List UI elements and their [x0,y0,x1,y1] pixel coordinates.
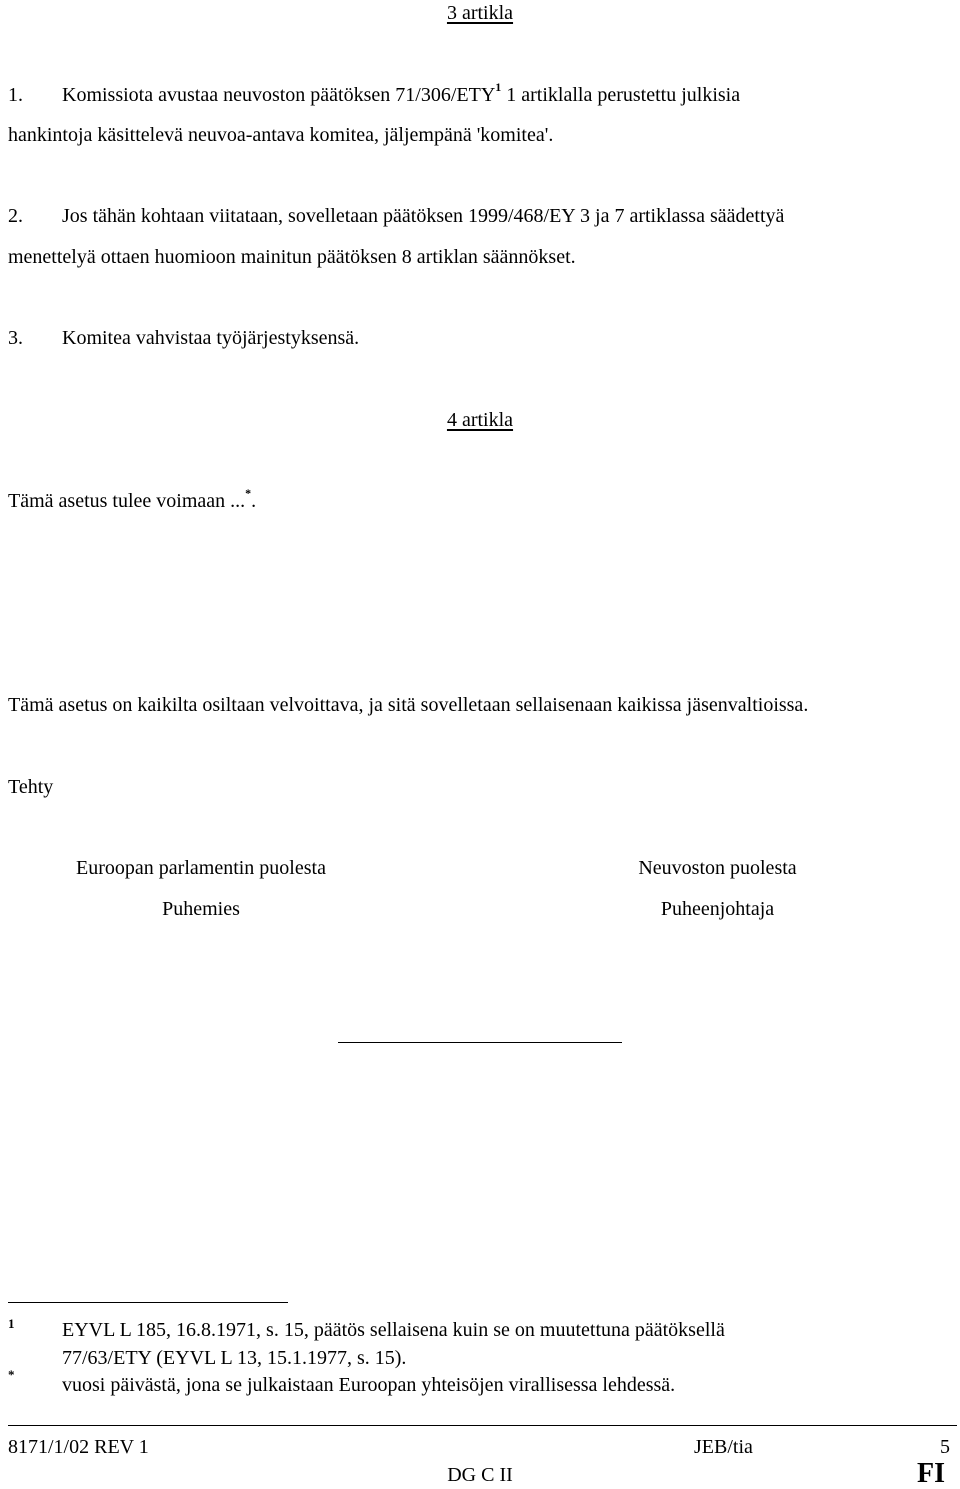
paragraph-number: 2. [8,205,23,227]
entry-into-force-main: Tämä asetus tulee voimaan ... [8,490,246,512]
footnote-1-line-2: 77/63/ETY (EYVL L 13, 15.1.1977, s. 15). [62,1347,407,1369]
footnote-1-line-1: EYVL L 185, 16.8.1971, s. 15, päätös sellaisena kuin se on muutettuna päätöksellä [62,1319,725,1341]
entry-into-force-end: . [251,490,257,512]
signature-right-institution: Neuvoston puolesta [638,857,797,879]
article-3-heading: 3 artikla [446,2,514,24]
paragraph-number: 3. [8,327,23,349]
footer-rule [8,1425,957,1426]
paragraph-1-line-2: hankintoja käsittelevä neuvoa-antava komitea, jäljempänä 'komitea'. [8,124,554,146]
paragraph-1-line-1 [62,80,741,106]
paragraph-1-text-a: Komissiota avustaa neuvoston päätöksen 71/306/ETY [62,84,496,106]
footer-initials: JEB/tia [694,1436,753,1458]
footnote-separator [8,1302,288,1303]
footnote-2-line-1: vuosi päivästä, jona se julkaistaan Euroopan yhteisöjen virallisessa lehdessä. [62,1374,676,1396]
paragraph-number: 1. [8,84,23,106]
paragraph-2-line-1: Jos tähän kohtaan viitataan, sovelletaan päätöksen 1999/468/EY 3 ja 7 artiklassa säädettyä [62,205,785,227]
signature-left-institution: Euroopan parlamentin puolesta [76,857,326,879]
footnote-mark-star: * [8,1367,15,1382]
signature-right-title: Puheenjohtaja [660,898,775,920]
footnote-ref-star: * [245,486,252,500]
footer-directorate: DG C II [447,1464,513,1486]
footnote-ref-1: 1 [495,80,502,94]
footer-language: FI [917,1458,945,1489]
article-4-heading: 4 artikla [446,409,514,431]
paragraph-3-text: Komitea vahvistaa työjärjestyksensä. [62,327,360,349]
signature-left-title: Puhemies [162,898,240,920]
closing-rule [338,1042,622,1043]
done-at: Tehty [8,776,54,798]
footer-doc-ref: 8171/1/02 REV 1 [8,1436,149,1458]
footnote-mark-1: 1 [8,1316,15,1331]
paragraph-1-text-b: 1 artiklalla perustettu julkisia [501,84,741,106]
footer-page-number: 5 [940,1436,950,1458]
paragraph-2-line-2: menettelyä ottaen huomioon mainitun päätöksen 8 artiklan säännökset. [8,246,576,268]
entry-into-force-text [8,486,257,512]
binding-clause: Tämä asetus on kaikilta osiltaan velvoittava, ja sitä sovelletaan sellaisenaan kaikissa jäsenvaltioissa. [8,694,809,716]
